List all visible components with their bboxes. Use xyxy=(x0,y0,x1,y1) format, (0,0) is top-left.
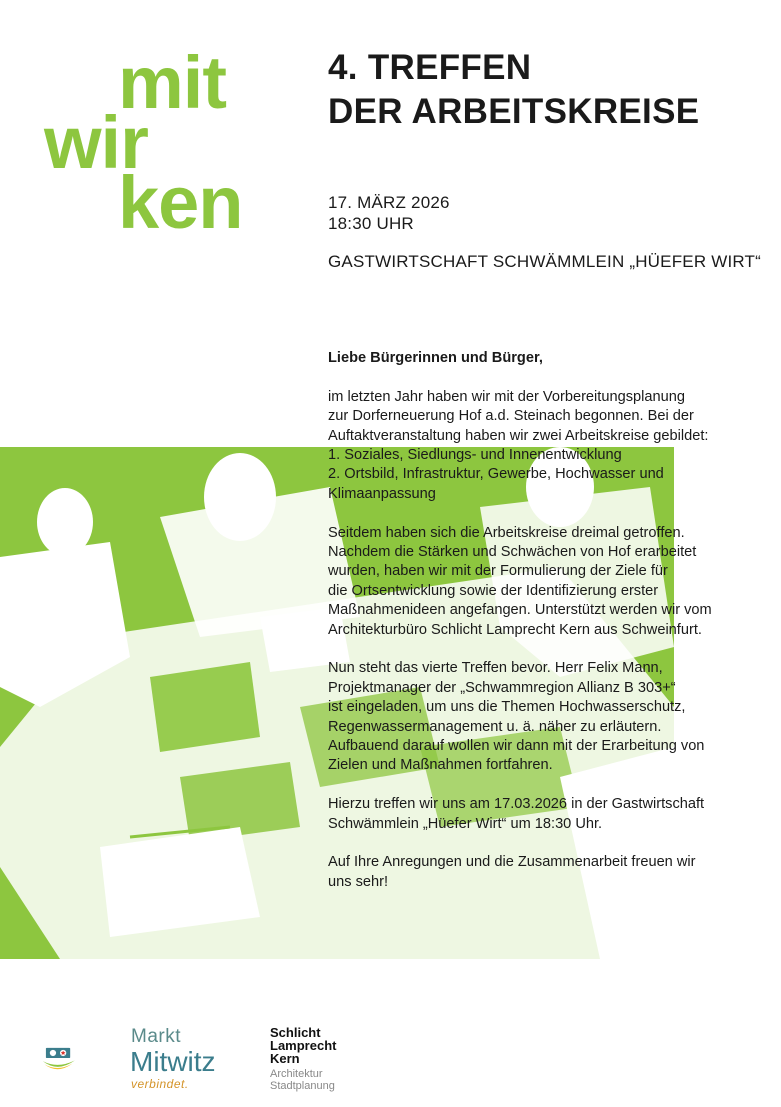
event-venue: GASTWIRTSCHAFT SCHWÄMMLEIN „HÜEFER WIRT“ xyxy=(328,252,761,271)
paragraph-1-line: zur Dorferneuerung Hof a.d. Steinach begonnen. Bei der xyxy=(328,408,694,425)
markt-mitwitz-emblem xyxy=(42,1025,132,1095)
paragraph-1-line: 2. Ortsbild, Infrastruktur, Gewerbe, Hochwasser und xyxy=(328,466,664,483)
paragraph-4-line: Schwämmlein „Hüefer Wirt“ um 18:30 Uhr. xyxy=(328,815,603,832)
paragraph-3-line: Zielen und Maßnahmen fortfahren. xyxy=(328,757,553,774)
logo-word-ken: ken xyxy=(118,161,243,244)
paragraph-4-line: Hierzu treffen wir uns am 17.03.2026 in der Gastwirtschaft xyxy=(328,796,705,813)
slk-subtitle xyxy=(270,1068,335,1092)
paragraph-1-line: Klimaanpassung xyxy=(328,485,436,502)
paragraph-3-line: Aufbauend darauf wollen wir dann mit der Erarbeitung von xyxy=(328,738,705,755)
slk-line-3: Kern xyxy=(270,1051,300,1066)
slk-logo xyxy=(270,1026,336,1065)
paragraph-2-line: Seitdem haben sich die Arbeitskreise dreimal getroffen. xyxy=(328,524,685,541)
mitwitz-label: Mitwitz xyxy=(130,1046,216,1077)
paragraph-2-line: wurden, haben wir mit der Formulierung der Ziele für xyxy=(328,563,668,580)
title-line-1: 4. TREFFEN xyxy=(328,48,532,87)
page-title xyxy=(328,46,699,134)
paragraph-3-line: Nun steht das vierte Treffen bevor. Herr Felix Mann, xyxy=(328,660,663,677)
event-date: 17. MÄRZ 2026 xyxy=(328,193,450,212)
paragraph-5-line: Auf Ihre Anregungen und die Zusammenarbeit freuen wir xyxy=(328,854,696,871)
letter-body xyxy=(328,349,773,892)
title-line-2: DER ARBEITSKREISE xyxy=(328,92,700,131)
slk-sub-2: Stadtplanung xyxy=(270,1080,335,1092)
slk-line-2: Lamprecht xyxy=(270,1038,337,1053)
paragraph-2-line: die Ortsentwicklung sowie der Identifizierung erster xyxy=(328,582,659,599)
paragraph-5-line: uns sehr! xyxy=(328,873,389,890)
paragraph-3-line: ist eingeladen, um uns die Themen Hochwasserschutz, xyxy=(328,699,686,716)
logo-word-mit: mit xyxy=(118,41,226,124)
paragraph-2-line: Nachdem die Stärken und Schwächen von Hof erarbeitet xyxy=(328,544,697,561)
event-time: 18:30 UHR xyxy=(328,214,414,233)
paragraph-1-line: im letzten Jahr haben wir mit der Vorbereitungsplanung xyxy=(328,388,685,405)
logo-word-wir: wir xyxy=(44,101,148,184)
slk-line-1: Schlicht xyxy=(270,1025,321,1040)
paragraph-2-line: Maßnahmenideen angefangen. Unterstützt werden wir vom xyxy=(328,602,712,619)
paragraph-1-line: Auftaktveranstaltung haben wir zwei Arbeitskreise gebildet: xyxy=(328,427,709,444)
paragraph-3-line: Projektmanager der „Schwammregion Allianz B 303+“ xyxy=(328,679,676,696)
markt-label: Markt xyxy=(131,1026,181,1047)
markt-tagline: verbindet. xyxy=(131,1077,189,1091)
paragraph-2-line: Architekturbüro Schlicht Lamprecht Kern aus Schweinfurt. xyxy=(328,621,702,638)
paragraph-1-line: 1. Soziales, Siedlungs- und Innenentwicklung xyxy=(328,447,622,464)
paragraph-3-line: Regenwassermanagement u. ä. näher zu erläutern. xyxy=(328,718,662,735)
salutation: Liebe Bürgerinnen und Bürger, xyxy=(328,350,543,366)
slk-sub-1: Architektur xyxy=(270,1068,323,1080)
